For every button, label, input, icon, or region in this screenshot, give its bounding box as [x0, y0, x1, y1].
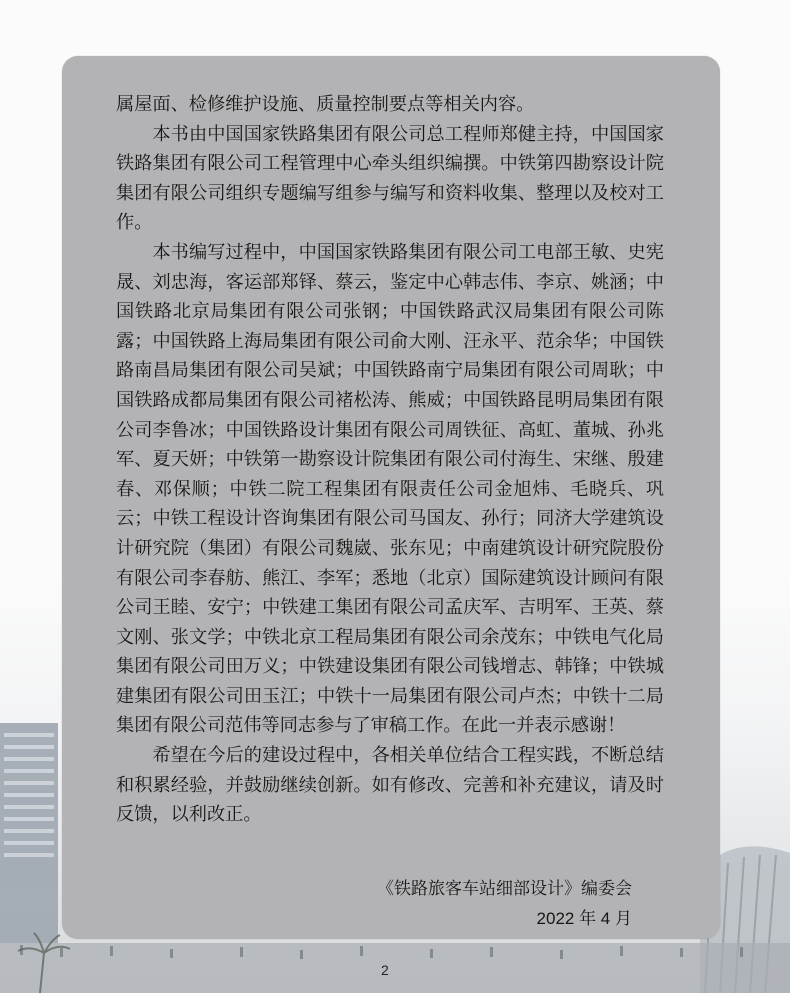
paragraph-continuation: 属屋面、检修维护设施、质量控制要点等相关内容。 [116, 94, 535, 115]
page-number: 2 [381, 962, 389, 978]
signoff-date: 2022 年 4 月 [536, 909, 632, 928]
paragraph-acknowledgements: 本书编写过程中，中国国家铁路集团有限公司工电部王敏、史宪晟、刘忠海，客运部郑铎、蔡云，鉴定中心韩志伟、李京、姚涵；中国铁路北京局集团有限公司张钢；中国铁路武汉局集团有限公司陈露；中国铁路上海局集团有限公司俞大刚、汪永平、范余华；中国铁路南昌局集团有限公司吴斌；中国铁路南宁局集团有限公司周耿；中国铁路成都局集团有限公司褚松涛、熊威；中国铁路昆明局集团有限公司李鲁冰；中国铁路设计集团有限公司周铁征、高虹、董城、孙兆军、夏天妍；中铁第一勘察设计院集团有限公司付海生、宋继、殷建春、邓保顺；中铁二院工程集团有限责任公司金旭炜、毛晓兵、巩云；中铁工程设计咨询集团有限公司马国友、孙行；同济大学建筑设计研究院（集团）有限公司魏崴、张东见；中南建筑设计研究院股份有限公司李春舫、熊江、李军；悉地（北京）国际建筑设计顾问有限公司王睦、安宁；中铁建工集团有限公司孟庆军、吉明军、王英、蔡文刚、张文学；中铁北京工程局集团有限公司余茂东；中铁电气化局集团有限公司田万义；中铁建设集团有限公司钱增志、韩锋；中铁城建集团有限公司田玉江；中铁十一局集团有限公司卢杰；中铁十二局集团有限公司范伟等同志参与了审稿工作。在此一并表示感谢！ [116, 241, 664, 737]
editorial-committee-signoff: 《铁路旅客车站细部设计》编委会 [377, 879, 632, 899]
preface-body [116, 90, 664, 830]
paragraph-closing-wish: 希望在今后的建设过程中，各相关单位结合工程实践，不断总结和积累经验，并鼓励继续创新。如有修改、完善和补充建议，请及时反馈，以利改正。 [116, 745, 664, 826]
paragraph-editorial-lead: 本书由中国国家铁路集团有限公司总工程师郑健主持，中国国家铁路集团有限公司工程管理中心牵头组织编撰。中铁第四勘察设计院集团有限公司组织专题编写组参与编写和资料收集、整理以及校对工作。 [116, 123, 664, 234]
